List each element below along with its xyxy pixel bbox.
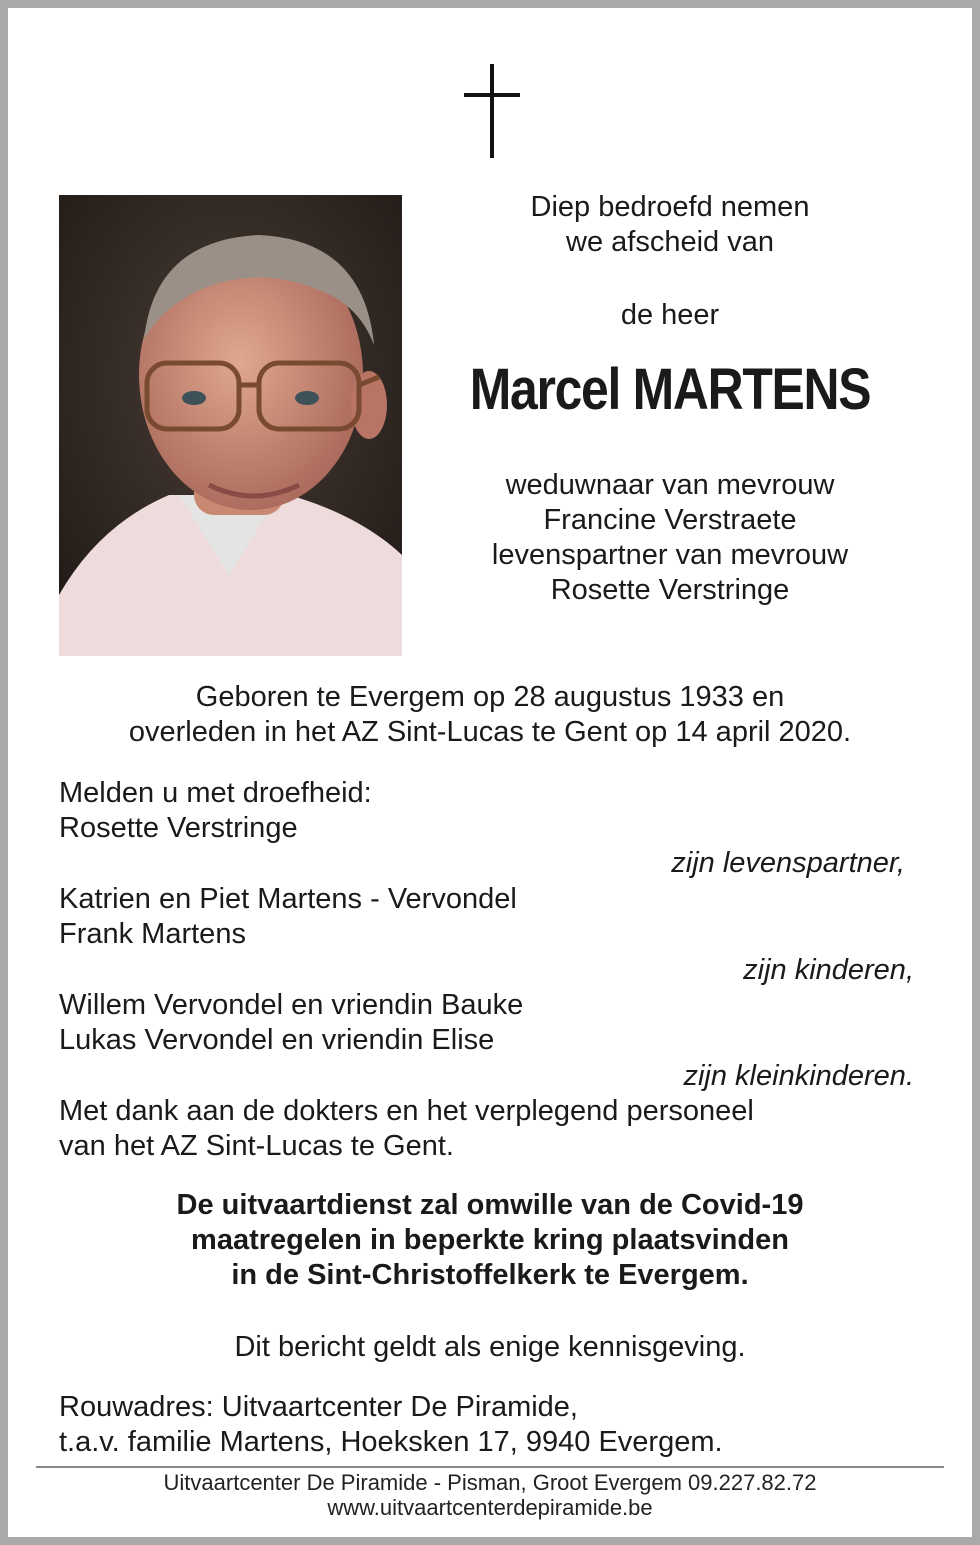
relation-line-1: weduwnaar van mevrouw <box>505 469 835 501</box>
thanks-line-1: Met dank aan de dokters en het verplegend personeel <box>59 1095 754 1127</box>
title: de heer <box>620 299 720 331</box>
footer-website: www.uitvaartcenterdepiramide.be <box>327 1495 653 1520</box>
service-line-2: maatregelen in beperkte kring plaatsvinden <box>191 1224 789 1256</box>
grandchild-2: Lukas Vervondel en vriendin Elise <box>59 1024 495 1056</box>
grandchildren-label: zijn kleinkinderen. <box>683 1060 914 1092</box>
partner-label: zijn levenspartner, <box>671 847 905 879</box>
thanks-line-2: van het AZ Sint-Lucas te Gent. <box>59 1130 454 1162</box>
service-line-3: in de Sint-Christoffelkerk te Evergem. <box>231 1259 749 1291</box>
intro-line-1: Diep bedroefd nemen <box>530 191 810 223</box>
born-line: Geboren te Evergem op 28 augustus 1933 en <box>195 681 785 713</box>
child-1: Katrien en Piet Martens - Vervondel <box>59 883 517 915</box>
address-line-1: Rouwadres: Uitvaartcenter De Piramide, <box>59 1391 578 1423</box>
footer-company: Uitvaartcenter De Piramide - Pisman, Groot Evergem 09.227.82.72 <box>163 1470 817 1495</box>
relation-line-2: Francine Verstraete <box>543 504 797 536</box>
portrait-photo <box>59 195 402 656</box>
grandchild-1: Willem Vervondel en vriendin Bauke <box>59 989 524 1021</box>
child-2: Frank Martens <box>59 918 246 950</box>
children-label: zijn kinderen, <box>743 954 914 986</box>
notice-line: Dit bericht geldt als enige kennisgeving. <box>234 1331 746 1363</box>
deceased-name: Marcel MARTENS <box>469 357 871 422</box>
service-line-1: De uitvaartdienst zal omwille van de Covid-19 <box>176 1189 804 1221</box>
relation-line-4: Rosette Verstringe <box>550 574 790 606</box>
partner-name: Rosette Verstringe <box>59 812 298 844</box>
address-line-2: t.a.v. familie Martens, Hoeksken 17, 9940 Evergem. <box>59 1426 723 1458</box>
relation-line-3: levenspartner van mevrouw <box>491 539 849 571</box>
mourners-heading: Melden u met droefheid: <box>59 777 372 809</box>
died-line: overleden in het AZ Sint-Lucas te Gent op 14 april 2020. <box>128 716 852 748</box>
intro-line-2: we afscheid van <box>566 226 774 258</box>
footer-divider <box>36 1466 944 1468</box>
